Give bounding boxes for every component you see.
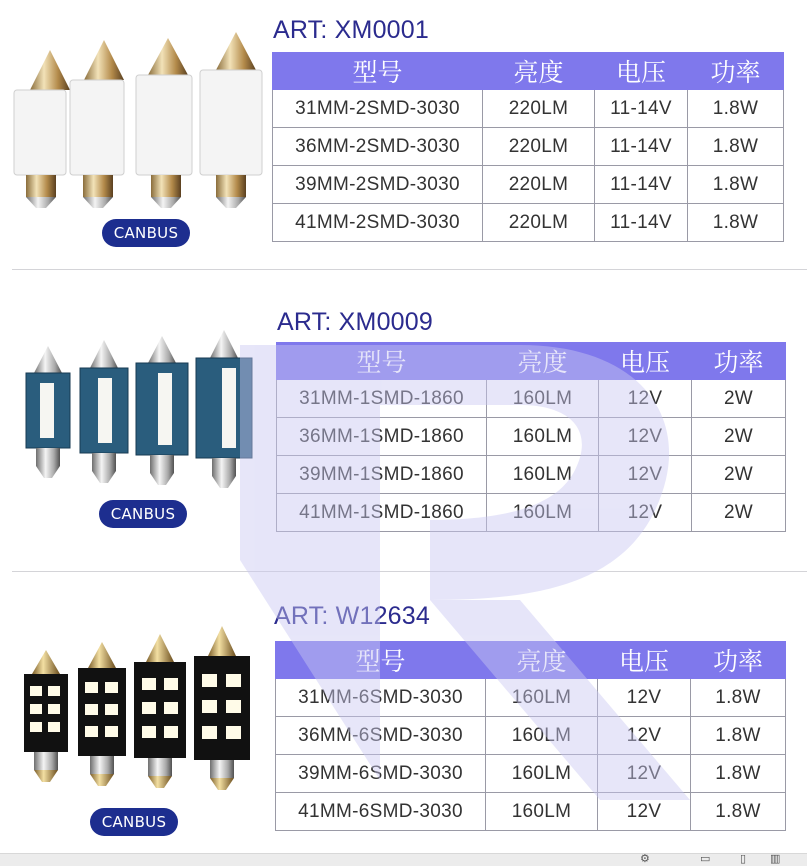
table-row	[276, 793, 786, 831]
table-row	[276, 679, 786, 717]
status-bar	[0, 853, 807, 866]
table-row	[273, 90, 784, 128]
cell-brightness: 220LM	[483, 204, 595, 242]
spec-table	[275, 641, 786, 831]
table-header-row	[277, 343, 786, 380]
cell-brightness: 220LM	[483, 166, 595, 204]
table-row	[277, 456, 786, 494]
column-header-model: 型号	[276, 642, 486, 679]
table-row	[277, 418, 786, 456]
cell-power: 2W	[692, 380, 786, 418]
bulb-images-black-6smd	[16, 624, 256, 794]
cell-brightness: 160LM	[486, 717, 598, 755]
column-header-power: 功率	[688, 53, 784, 90]
spec-table	[272, 52, 784, 242]
cell-voltage: 12V	[598, 755, 691, 793]
column-header-brightness: 亮度	[486, 642, 598, 679]
table-header-row	[273, 53, 784, 90]
table-row	[277, 380, 786, 418]
column-header-power: 功率	[692, 343, 786, 380]
art-title: ART: XM0001	[273, 16, 429, 44]
spec-table	[276, 342, 786, 532]
cell-model: 39MM-2SMD-3030	[273, 166, 483, 204]
column-header-model: 型号	[273, 53, 483, 90]
cell-model: 36MM-6SMD-3030	[276, 717, 486, 755]
cell-power: 2W	[692, 418, 786, 456]
cell-voltage: 12V	[599, 456, 692, 494]
section-divider	[12, 269, 807, 270]
cell-brightness: 220LM	[483, 90, 595, 128]
table-row	[277, 494, 786, 532]
cell-brightness: 160LM	[486, 793, 598, 831]
cell-brightness: 160LM	[486, 679, 598, 717]
column-header-voltage: 电压	[595, 53, 688, 90]
cell-voltage: 12V	[598, 793, 691, 831]
cell-model: 31MM-6SMD-3030	[276, 679, 486, 717]
cell-power: 1.8W	[691, 755, 786, 793]
cell-power: 1.8W	[688, 90, 784, 128]
cell-power: 1.8W	[691, 793, 786, 831]
cell-power: 1.8W	[688, 166, 784, 204]
art-title: ART: XM0009	[277, 308, 433, 336]
columns-icon[interactable]: ▥	[770, 853, 781, 865]
page-icon[interactable]: ▯	[740, 853, 747, 865]
table-row	[273, 128, 784, 166]
cell-model: 39MM-6SMD-3030	[276, 755, 486, 793]
cell-voltage: 12V	[598, 717, 691, 755]
column-header-voltage: 电压	[599, 343, 692, 380]
bulb-images-blue-pcb	[18, 328, 258, 498]
cell-voltage: 11-14V	[595, 128, 688, 166]
cell-model: 41MM-6SMD-3030	[276, 793, 486, 831]
cell-voltage: 11-14V	[595, 90, 688, 128]
cell-model: 31MM-1SMD-1860	[277, 380, 487, 418]
cell-model: 36MM-2SMD-3030	[273, 128, 483, 166]
cell-brightness: 160LM	[487, 456, 599, 494]
settings-icon[interactable]: ⚙	[640, 853, 650, 865]
table-row	[273, 166, 784, 204]
cell-voltage: 12V	[599, 380, 692, 418]
cell-model: 41MM-1SMD-1860	[277, 494, 487, 532]
section-divider	[12, 571, 807, 572]
bulb-images-white	[8, 30, 268, 250]
table-row	[276, 717, 786, 755]
cell-model: 31MM-2SMD-3030	[273, 90, 483, 128]
cell-voltage: 12V	[599, 418, 692, 456]
canbus-badge: CANBUS	[99, 500, 187, 528]
column-header-brightness: 亮度	[487, 343, 599, 380]
table-row	[273, 204, 784, 242]
cell-power: 1.8W	[691, 679, 786, 717]
canbus-badge: CANBUS	[90, 808, 178, 836]
table-header-row	[276, 642, 786, 679]
cell-brightness: 160LM	[486, 755, 598, 793]
cell-voltage: 11-14V	[595, 166, 688, 204]
cell-power: 1.8W	[691, 717, 786, 755]
column-header-power: 功率	[691, 642, 786, 679]
cell-model: 41MM-2SMD-3030	[273, 204, 483, 242]
cell-brightness: 160LM	[487, 418, 599, 456]
cell-power: 1.8W	[688, 204, 784, 242]
cell-power: 2W	[692, 456, 786, 494]
cell-voltage: 12V	[599, 494, 692, 532]
cell-model: 36MM-1SMD-1860	[277, 418, 487, 456]
cell-model: 39MM-1SMD-1860	[277, 456, 487, 494]
column-header-voltage: 电压	[598, 642, 691, 679]
cell-voltage: 12V	[598, 679, 691, 717]
canbus-badge: CANBUS	[102, 219, 190, 247]
cell-brightness: 160LM	[487, 380, 599, 418]
column-header-model: 型号	[277, 343, 487, 380]
cell-voltage: 11-14V	[595, 204, 688, 242]
cell-brightness: 160LM	[487, 494, 599, 532]
cell-power: 1.8W	[688, 128, 784, 166]
cell-power: 2W	[692, 494, 786, 532]
column-header-brightness: 亮度	[483, 53, 595, 90]
art-title: ART: W12634	[274, 602, 430, 630]
cell-brightness: 220LM	[483, 128, 595, 166]
table-row	[276, 755, 786, 793]
layout-icon[interactable]: ▭	[700, 853, 711, 865]
